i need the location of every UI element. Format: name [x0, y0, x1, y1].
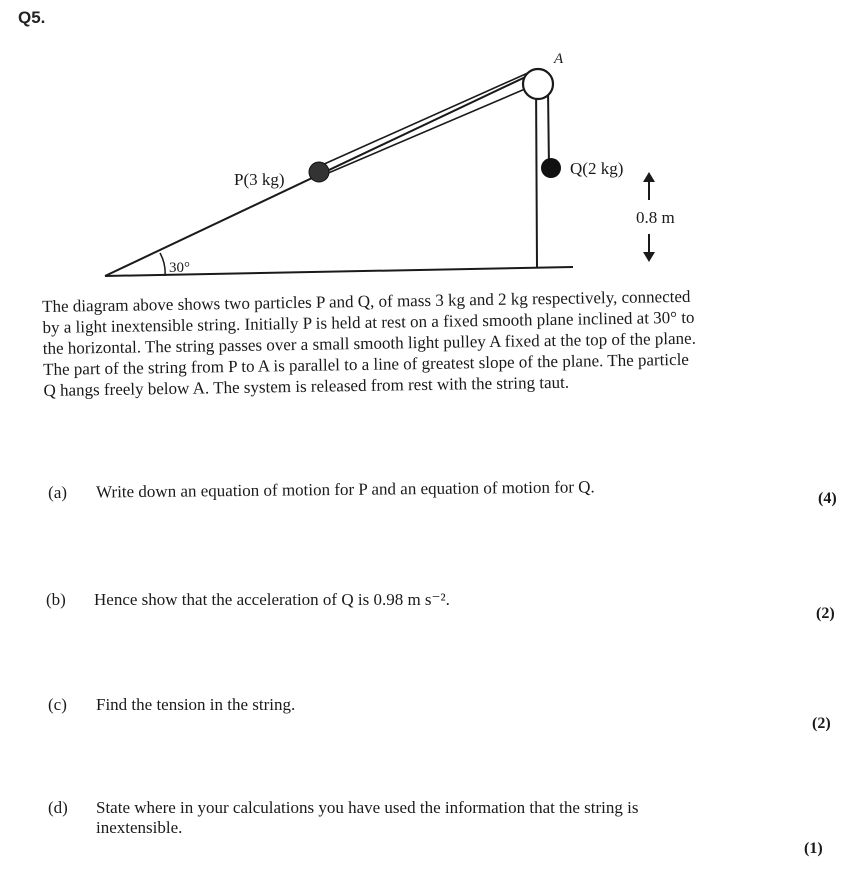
- height-label: 0.8 m: [636, 208, 675, 227]
- intro-line-1: The diagram above shows two particles P and Q, of mass 3 kg and 2 kg respectively, connected: [42, 286, 691, 316]
- angle-arc: [160, 253, 165, 276]
- intro-line-5: Q hangs freely below A. The system is released from rest with the string taut.: [43, 372, 570, 400]
- pulley-diagram: [0, 0, 862, 290]
- particle-q: [541, 158, 561, 178]
- angle-label: 30°: [169, 260, 190, 276]
- pulley-label: A: [554, 51, 564, 67]
- question-intro: [42, 284, 784, 401]
- arrow-down-head: [643, 252, 655, 262]
- particle-p-label: P(3 kg): [234, 170, 285, 189]
- intro-line-4: The part of the string from P to A is parallel to a line of greatest slope of the plane. The particle: [43, 349, 690, 379]
- part-b-text: Hence show that the acceleration of Q is 0.98 m s⁻².: [94, 590, 450, 609]
- part-a-text: Write down an equation of motion for P and an equation of motion for Q.: [96, 477, 595, 502]
- part-a-letter: (a): [48, 482, 68, 502]
- particle-p: [309, 162, 329, 182]
- part-a: [48, 476, 668, 506]
- vertical-post-left: [536, 78, 537, 268]
- part-a-marks: (4): [818, 490, 837, 507]
- part-d-text-2: inextensible.: [96, 818, 183, 837]
- part-d-marks: (1): [804, 840, 823, 857]
- string-upper: [322, 72, 530, 165]
- part-c: [48, 694, 448, 718]
- part-b-marks: (2): [816, 605, 835, 622]
- pulley-wheel: [523, 69, 553, 99]
- part-b: [46, 589, 566, 613]
- part-d-text: State where in your calculations you have used the information that the string is: [96, 798, 639, 817]
- string-lower: [326, 86, 532, 174]
- part-c-text: Find the tension in the string.: [96, 695, 296, 714]
- part-d: [48, 797, 748, 841]
- particle-q-label: Q(2 kg): [570, 159, 624, 178]
- intro-line-2: by a light inextensible string. Initially P is held at rest on a fixed smooth plane inclined at 30° to: [42, 307, 695, 337]
- part-b-letter: (b): [46, 590, 66, 609]
- question-number: Q5.: [18, 8, 46, 27]
- intro-line-3: the horizontal. The string passes over a small smooth light pulley A fixed at the top of the plane.: [42, 328, 697, 358]
- arrow-up-head: [643, 172, 655, 182]
- part-c-marks: (2): [812, 715, 831, 732]
- vertical-post-right: [548, 90, 549, 168]
- part-d-letter: (d): [48, 798, 68, 817]
- part-c-letter: (c): [48, 695, 67, 714]
